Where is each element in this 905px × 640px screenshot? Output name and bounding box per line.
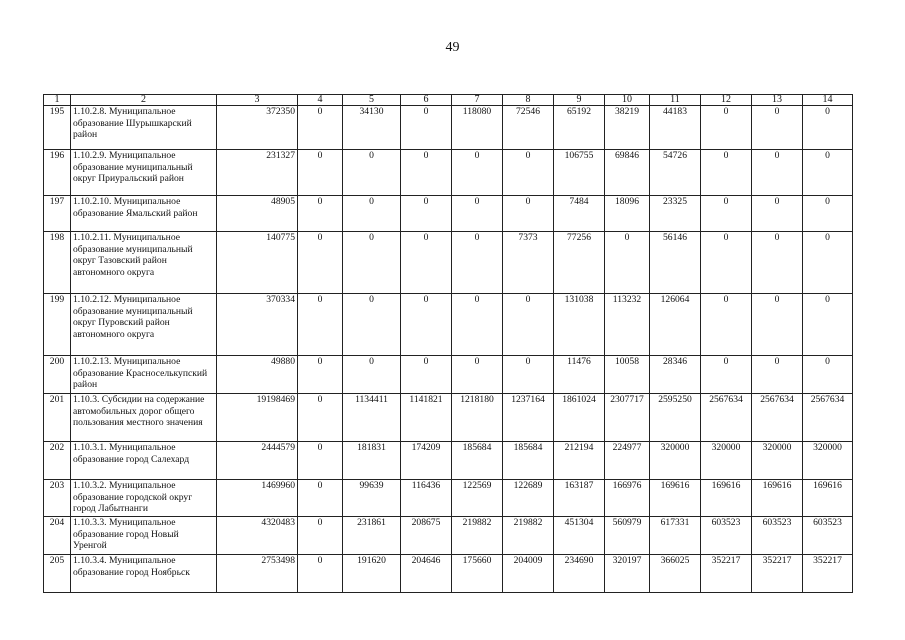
cell-v10: 560979 [605,517,650,555]
cell-v14: 0 [803,294,853,356]
row-name: 1.10.2.10. Муниципальное образование Ямальский район [71,196,217,232]
cell-v4: 0 [298,394,343,442]
cell-v13: 2567634 [752,394,803,442]
cell-v13: 169616 [752,480,803,517]
row-name: 1.10.3. Субсидии на содержание автомобильных дорог общего пользования местного значения [71,394,217,442]
cell-v9: 1861024 [554,394,605,442]
column-header: 2 [71,95,217,106]
cell-v10: 2307717 [605,394,650,442]
column-header: 14 [803,95,853,106]
cell-v9: 234690 [554,555,605,593]
column-header: 9 [554,95,605,106]
cell-v5: 1134411 [343,394,401,442]
cell-v13: 0 [752,232,803,294]
budget-table [43,94,853,593]
cell-v11: 617331 [650,517,701,555]
cell-v6: 1141821 [401,394,452,442]
cell-v10: 18096 [605,196,650,232]
cell-v14: 0 [803,196,853,232]
cell-v3: 2753498 [217,555,298,593]
cell-v9: 77256 [554,232,605,294]
table-row [44,232,853,294]
cell-v9: 65192 [554,106,605,150]
cell-v8: 0 [503,356,554,394]
cell-v7: 219882 [452,517,503,555]
cell-v11: 23325 [650,196,701,232]
cell-v12: 320000 [701,442,752,480]
cell-v8: 185684 [503,442,554,480]
cell-v10: 166976 [605,480,650,517]
cell-v9: 7484 [554,196,605,232]
cell-v10: 38219 [605,106,650,150]
table-row [44,106,853,150]
cell-v4: 0 [298,294,343,356]
page-number: 49 [445,40,460,55]
cell-v12: 0 [701,356,752,394]
column-header: 3 [217,95,298,106]
row-number: 203 [44,480,71,517]
cell-v8: 72546 [503,106,554,150]
cell-v5: 0 [343,150,401,196]
cell-v10: 10058 [605,356,650,394]
cell-v10: 69846 [605,150,650,196]
cell-v11: 44183 [650,106,701,150]
cell-v13: 320000 [752,442,803,480]
cell-v6: 174209 [401,442,452,480]
cell-v8: 0 [503,196,554,232]
cell-v3: 4320483 [217,517,298,555]
table-row [44,150,853,196]
cell-v7: 122569 [452,480,503,517]
cell-v14: 169616 [803,480,853,517]
cell-v14: 0 [803,356,853,394]
cell-v4: 0 [298,150,343,196]
cell-v3: 49880 [217,356,298,394]
cell-v6: 0 [401,150,452,196]
row-number: 199 [44,294,71,356]
table-row [44,196,853,232]
row-name: 1.10.2.13. Муниципальное образование Красноселькупский район [71,356,217,394]
cell-v13: 0 [752,356,803,394]
cell-v11: 126064 [650,294,701,356]
cell-v11: 56146 [650,232,701,294]
cell-v4: 0 [298,106,343,150]
cell-v11: 54726 [650,150,701,196]
cell-v5: 99639 [343,480,401,517]
cell-v7: 0 [452,356,503,394]
cell-v11: 320000 [650,442,701,480]
table-row [44,294,853,356]
cell-v7: 185684 [452,442,503,480]
cell-v9: 212194 [554,442,605,480]
cell-v12: 603523 [701,517,752,555]
row-name: 1.10.2.11. Муниципальное образование муниципальный округ Тазовский район автономного округа [71,232,217,294]
cell-v9: 131038 [554,294,605,356]
cell-v5: 0 [343,232,401,294]
cell-v3: 370334 [217,294,298,356]
cell-v6: 204646 [401,555,452,593]
cell-v12: 0 [701,232,752,294]
column-header: 12 [701,95,752,106]
cell-v4: 0 [298,517,343,555]
row-name: 1.10.3.3. Муниципальное образование город Новый Уренгой [71,517,217,555]
cell-v12: 0 [701,196,752,232]
column-header: 8 [503,95,554,106]
row-name: 1.10.2.12. Муниципальное образование муниципальный округ Пуровский район автономного округа [71,294,217,356]
cell-v13: 0 [752,294,803,356]
cell-v4: 0 [298,356,343,394]
row-number: 196 [44,150,71,196]
row-number: 205 [44,555,71,593]
cell-v13: 603523 [752,517,803,555]
column-header: 1 [44,95,71,106]
row-name: 1.10.2.9. Муниципальное образование муниципальный округ Приуральский район [71,150,217,196]
cell-v8: 7373 [503,232,554,294]
cell-v10: 0 [605,232,650,294]
cell-v8: 1237164 [503,394,554,442]
row-number: 204 [44,517,71,555]
cell-v12: 169616 [701,480,752,517]
cell-v7: 1218180 [452,394,503,442]
cell-v8: 0 [503,294,554,356]
cell-v6: 0 [401,196,452,232]
cell-v13: 0 [752,106,803,150]
cell-v5: 0 [343,294,401,356]
row-number: 197 [44,196,71,232]
table-row [44,517,853,555]
cell-v5: 0 [343,196,401,232]
cell-v3: 231327 [217,150,298,196]
cell-v12: 0 [701,106,752,150]
cell-v10: 113232 [605,294,650,356]
cell-v5: 34130 [343,106,401,150]
table-row [44,442,853,480]
table-row [44,356,853,394]
cell-v12: 0 [701,294,752,356]
column-header: 4 [298,95,343,106]
cell-v12: 0 [701,150,752,196]
cell-v8: 219882 [503,517,554,555]
table-row [44,555,853,593]
cell-v9: 163187 [554,480,605,517]
cell-v13: 0 [752,150,803,196]
column-header: 6 [401,95,452,106]
cell-v13: 352217 [752,555,803,593]
cell-v3: 140775 [217,232,298,294]
row-number: 201 [44,394,71,442]
cell-v4: 0 [298,480,343,517]
cell-v11: 169616 [650,480,701,517]
cell-v9: 11476 [554,356,605,394]
cell-v7: 0 [452,196,503,232]
row-number: 200 [44,356,71,394]
cell-v7: 0 [452,232,503,294]
table-row [44,480,853,517]
cell-v7: 118080 [452,106,503,150]
cell-v11: 28346 [650,356,701,394]
cell-v12: 2567634 [701,394,752,442]
cell-v12: 352217 [701,555,752,593]
cell-v8: 122689 [503,480,554,517]
cell-v6: 0 [401,356,452,394]
cell-v14: 0 [803,232,853,294]
cell-v14: 603523 [803,517,853,555]
cell-v4: 0 [298,442,343,480]
cell-v10: 224977 [605,442,650,480]
cell-v5: 231861 [343,517,401,555]
row-name: 1.10.3.2. Муниципальное образование городской округ город Лабытнанги [71,480,217,517]
cell-v14: 0 [803,150,853,196]
cell-v8: 204009 [503,555,554,593]
row-name: 1.10.3.4. Муниципальное образование город Ноябрьск [71,555,217,593]
cell-v4: 0 [298,232,343,294]
cell-v6: 0 [401,294,452,356]
row-number: 202 [44,442,71,480]
column-header: 5 [343,95,401,106]
cell-v5: 0 [343,356,401,394]
cell-v5: 181831 [343,442,401,480]
cell-v3: 48905 [217,196,298,232]
column-header: 11 [650,95,701,106]
column-header: 10 [605,95,650,106]
cell-v14: 2567634 [803,394,853,442]
cell-v14: 0 [803,106,853,150]
column-header: 7 [452,95,503,106]
row-number: 198 [44,232,71,294]
cell-v6: 116436 [401,480,452,517]
cell-v14: 320000 [803,442,853,480]
table-header-row [44,95,853,106]
table-row [44,394,853,442]
cell-v6: 0 [401,106,452,150]
cell-v6: 0 [401,232,452,294]
row-number: 195 [44,106,71,150]
cell-v13: 0 [752,196,803,232]
cell-v14: 352217 [803,555,853,593]
column-header: 13 [752,95,803,106]
row-name: 1.10.3.1. Муниципальное образование город Салехард [71,442,217,480]
cell-v8: 0 [503,150,554,196]
cell-v5: 191620 [343,555,401,593]
cell-v7: 0 [452,150,503,196]
cell-v3: 2444579 [217,442,298,480]
cell-v3: 372350 [217,106,298,150]
cell-v3: 19198469 [217,394,298,442]
cell-v11: 366025 [650,555,701,593]
cell-v11: 2595250 [650,394,701,442]
cell-v3: 1469960 [217,480,298,517]
cell-v9: 106755 [554,150,605,196]
row-name: 1.10.2.8. Муниципальное образование Шурышкарский район [71,106,217,150]
cell-v6: 208675 [401,517,452,555]
cell-v7: 0 [452,294,503,356]
cell-v4: 0 [298,555,343,593]
cell-v7: 175660 [452,555,503,593]
cell-v9: 451304 [554,517,605,555]
cell-v10: 320197 [605,555,650,593]
cell-v4: 0 [298,196,343,232]
